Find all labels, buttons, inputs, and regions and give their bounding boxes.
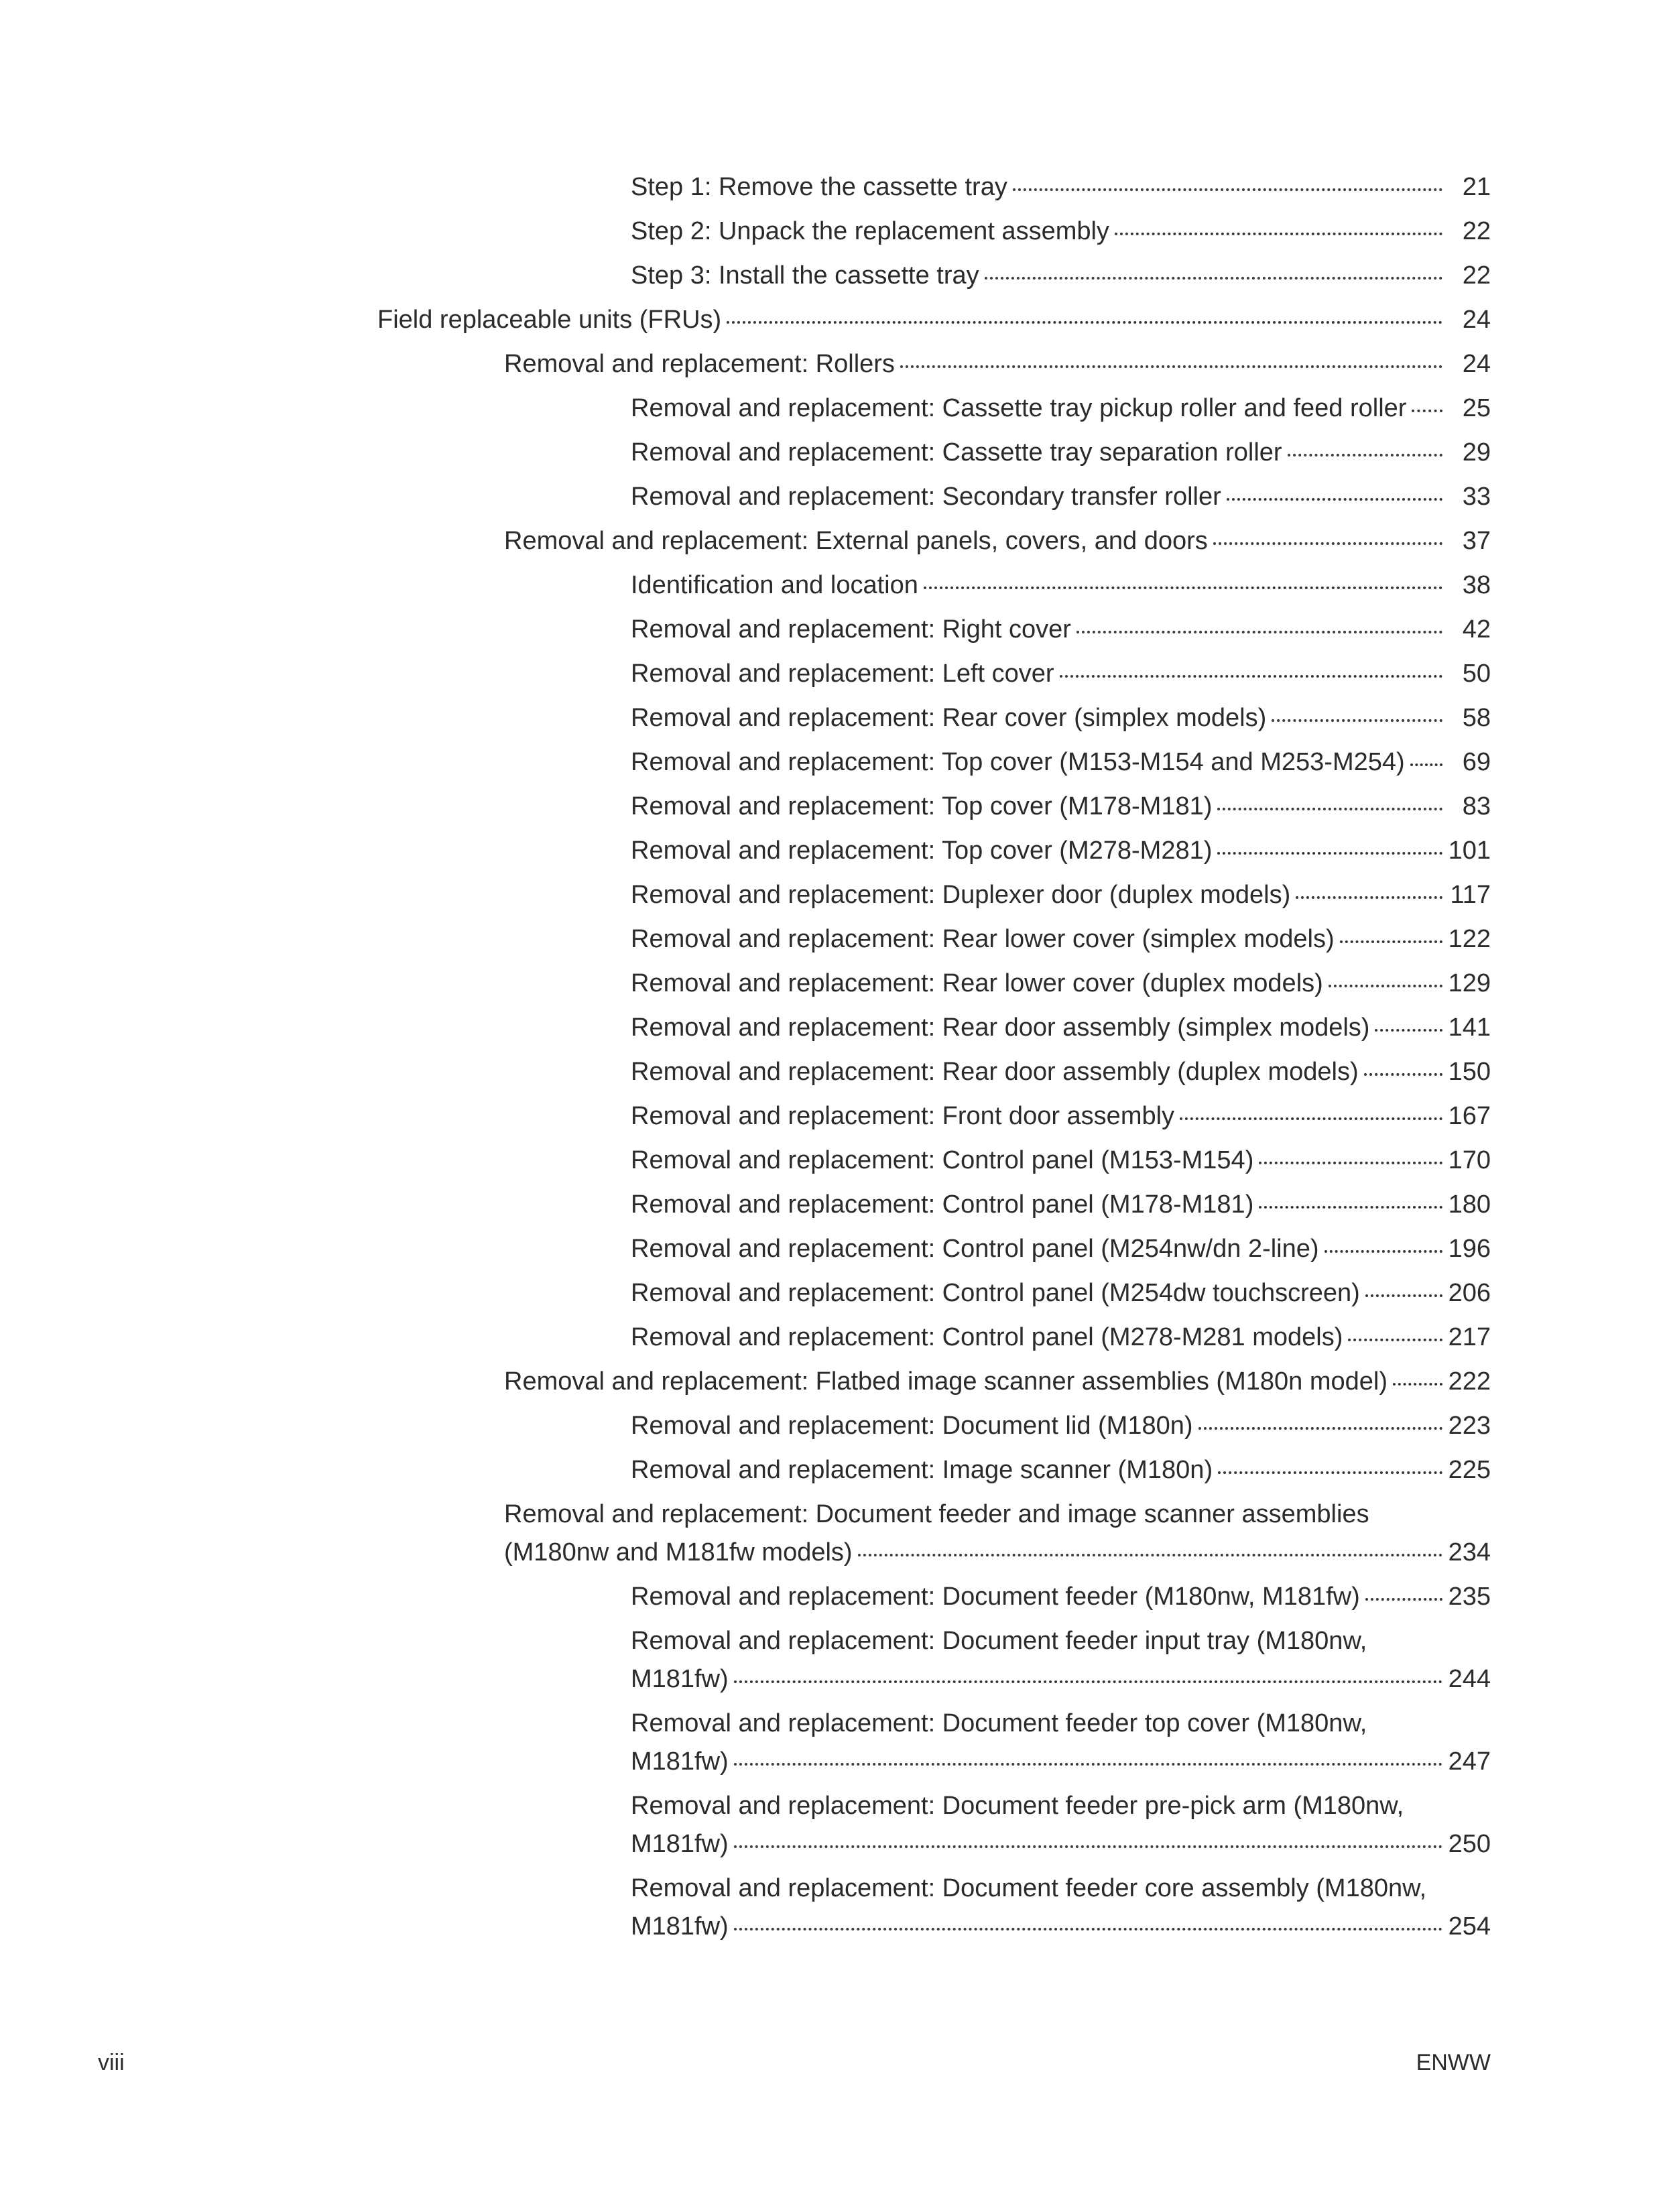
toc-page-number: 235 bbox=[1448, 1583, 1491, 1611]
toc-page-number: 29 bbox=[1462, 438, 1491, 467]
toc-entry-title: Step 1: Remove the cassette tray bbox=[631, 173, 1007, 201]
table-of-contents bbox=[0, 165, 1661, 1949]
toc-entry-line bbox=[631, 1227, 1491, 1271]
toc-entry[interactable] bbox=[0, 1492, 1661, 1575]
toc-page-number: 22 bbox=[1462, 261, 1491, 290]
toc-entry-title: Removal and replacement: Rear door assembly (simplex models) bbox=[631, 1013, 1370, 1042]
toc-page-number: 24 bbox=[1462, 306, 1491, 334]
toc-entry-title-line: Removal and replacement: Document feeder top cover (M180nw, bbox=[631, 1709, 1367, 1737]
dot-leader bbox=[1393, 1383, 1442, 1386]
dot-leader bbox=[1259, 1206, 1442, 1209]
toc-entry[interactable] bbox=[0, 1227, 1661, 1271]
toc-entry[interactable] bbox=[0, 430, 1661, 475]
toc-page-number: 101 bbox=[1448, 837, 1491, 865]
toc-entry[interactable] bbox=[0, 519, 1661, 563]
toc-page-number: 122 bbox=[1448, 925, 1491, 953]
toc-entry-title: Removal and replacement: Control panel (M153-M154) bbox=[631, 1146, 1254, 1174]
toc-entry-title: Removal and replacement: Control panel (M178-M181) bbox=[631, 1190, 1254, 1219]
toc-page-number: 117 bbox=[1450, 881, 1491, 909]
toc-page-number: 50 bbox=[1462, 660, 1491, 688]
toc-entry-title: Identification and location bbox=[631, 571, 918, 599]
toc-entry-title: Removal and replacement: Rear door assembly (duplex models) bbox=[631, 1058, 1359, 1086]
toc-page-number: 141 bbox=[1448, 1013, 1491, 1042]
toc-entry[interactable] bbox=[0, 342, 1661, 386]
toc-page-number: 129 bbox=[1448, 969, 1491, 997]
toc-entry[interactable] bbox=[0, 1094, 1661, 1138]
dot-leader bbox=[734, 1928, 1442, 1930]
toc-entry-line bbox=[631, 1448, 1491, 1492]
toc-entry-title: (M180nw and M181fw models) bbox=[504, 1538, 853, 1566]
toc-entry-line bbox=[631, 1657, 1491, 1701]
toc-entry-line bbox=[631, 209, 1491, 253]
dot-leader bbox=[1076, 631, 1442, 633]
dot-leader bbox=[1375, 1029, 1442, 1032]
toc-entry-title: Removal and replacement: Document lid (M180n) bbox=[631, 1412, 1193, 1440]
toc-entry[interactable] bbox=[0, 607, 1661, 652]
toc-entry[interactable] bbox=[0, 652, 1661, 696]
toc-page-number: 222 bbox=[1448, 1367, 1491, 1396]
toc-entry[interactable] bbox=[0, 1359, 1661, 1404]
toc-page-number: 206 bbox=[1448, 1279, 1491, 1307]
toc-page-number: 58 bbox=[1462, 704, 1491, 732]
toc-entry[interactable] bbox=[0, 828, 1661, 873]
toc-entry-line bbox=[631, 740, 1491, 784]
toc-entry[interactable] bbox=[0, 1315, 1661, 1359]
dot-leader bbox=[1259, 1162, 1442, 1164]
toc-page-number: 42 bbox=[1462, 615, 1491, 643]
toc-entry-line bbox=[631, 1404, 1491, 1448]
toc-entry-title: Removal and replacement: Front door assembly bbox=[631, 1102, 1175, 1130]
toc-entry-title: Removal and replacement: Control panel (M254nw/dn 2-line) bbox=[631, 1235, 1319, 1263]
toc-entry[interactable] bbox=[0, 209, 1661, 253]
dot-leader bbox=[1296, 896, 1442, 899]
toc-entry-title: Step 3: Install the cassette tray bbox=[631, 261, 979, 290]
toc-page-number: 244 bbox=[1448, 1665, 1491, 1693]
toc-entry-title: Removal and replacement: Rear lower cover (simplex models) bbox=[631, 925, 1335, 953]
toc-entry-title: Removal and replacement: Control panel (M254dw touchscreen) bbox=[631, 1279, 1360, 1307]
toc-entry[interactable] bbox=[0, 563, 1661, 607]
toc-page-number: 234 bbox=[1448, 1538, 1491, 1566]
toc-entry[interactable] bbox=[0, 1575, 1661, 1619]
dot-leader bbox=[1218, 1471, 1442, 1474]
toc-entry-line bbox=[631, 917, 1491, 961]
toc-entry-title: Removal and replacement: Rollers bbox=[504, 350, 895, 378]
dot-leader bbox=[734, 1845, 1442, 1848]
toc-page-number: 247 bbox=[1448, 1747, 1491, 1776]
toc-entry[interactable] bbox=[0, 961, 1661, 1005]
toc-entry-line bbox=[631, 1094, 1491, 1138]
toc-page-number: 33 bbox=[1462, 483, 1491, 511]
dot-leader bbox=[858, 1554, 1442, 1556]
dot-leader bbox=[1365, 1294, 1442, 1297]
dot-leader bbox=[1288, 454, 1442, 456]
toc-entry[interactable] bbox=[0, 784, 1661, 828]
toc-entry-title: Removal and replacement: Document feeder (M180nw, M181fw) bbox=[631, 1583, 1360, 1611]
toc-entry-line bbox=[631, 1575, 1491, 1619]
dot-leader bbox=[985, 277, 1442, 280]
toc-entry-title: Removal and replacement: Top cover (M153-M154 and M253-M254) bbox=[631, 748, 1405, 776]
toc-entry[interactable] bbox=[0, 696, 1661, 740]
dot-leader bbox=[1325, 1250, 1442, 1253]
toc-entry-title: M181fw) bbox=[631, 1912, 729, 1941]
toc-entry-line bbox=[504, 1359, 1491, 1404]
toc-entry-line bbox=[631, 1271, 1491, 1315]
toc-entry-line bbox=[631, 652, 1491, 696]
toc-entry[interactable] bbox=[0, 1784, 1661, 1866]
toc-entry-line bbox=[631, 386, 1491, 430]
toc-entry-title: Removal and replacement: Cassette tray separation roller bbox=[631, 438, 1282, 467]
toc-entry-line bbox=[631, 563, 1491, 607]
toc-entry-title: M181fw) bbox=[631, 1747, 729, 1776]
toc-page-number: 196 bbox=[1448, 1235, 1491, 1263]
toc-page-number: 254 bbox=[1448, 1912, 1491, 1941]
toc-page-number: 223 bbox=[1448, 1412, 1491, 1440]
dot-leader bbox=[1329, 985, 1442, 987]
toc-entry-line bbox=[631, 1739, 1491, 1784]
toc-entry[interactable] bbox=[0, 165, 1661, 209]
toc-entry-title-line: Removal and replacement: Document feeder and image scanner assemblies bbox=[504, 1500, 1369, 1528]
toc-entry[interactable] bbox=[0, 1138, 1661, 1182]
toc-page-number: 37 bbox=[1462, 527, 1491, 555]
toc-page-number: 180 bbox=[1448, 1190, 1491, 1219]
toc-entry[interactable] bbox=[0, 1271, 1661, 1315]
dot-leader bbox=[1180, 1117, 1442, 1120]
toc-entry[interactable] bbox=[0, 1182, 1661, 1227]
toc-page-number: 25 bbox=[1462, 394, 1491, 422]
dot-leader bbox=[734, 1763, 1442, 1766]
dot-leader bbox=[1060, 675, 1442, 678]
toc-entry-line bbox=[631, 828, 1491, 873]
toc-entry-line bbox=[504, 519, 1491, 563]
toc-entry-title: Removal and replacement: Duplexer door (duplex models) bbox=[631, 881, 1291, 909]
toc-entry-title: Removal and replacement: Image scanner (M180n) bbox=[631, 1456, 1213, 1484]
dot-leader bbox=[1217, 808, 1442, 810]
toc-page-number: 217 bbox=[1448, 1323, 1491, 1351]
dot-leader bbox=[734, 1680, 1442, 1683]
toc-entry-title: M181fw) bbox=[631, 1665, 729, 1693]
toc-entry-title: Removal and replacement: Secondary transfer roller bbox=[631, 483, 1221, 511]
toc-entry-title: Removal and replacement: Cassette tray pickup roller and feed roller bbox=[631, 394, 1407, 422]
toc-entry-title: Removal and replacement: Rear lower cover (duplex models) bbox=[631, 969, 1323, 997]
dot-leader bbox=[1217, 852, 1442, 855]
dot-leader bbox=[1198, 1427, 1442, 1430]
dot-leader bbox=[900, 365, 1442, 368]
toc-entry-title: M181fw) bbox=[631, 1830, 729, 1858]
toc-page-number: 38 bbox=[1462, 571, 1491, 599]
dot-leader bbox=[1365, 1598, 1442, 1601]
toc-page-number: 21 bbox=[1462, 173, 1491, 201]
dot-leader bbox=[1364, 1073, 1442, 1076]
toc-entry[interactable] bbox=[0, 475, 1661, 519]
toc-entry[interactable] bbox=[0, 1866, 1661, 1949]
dot-leader bbox=[1412, 410, 1442, 412]
toc-page-number: 150 bbox=[1448, 1058, 1491, 1086]
toc-entry-line bbox=[631, 165, 1491, 209]
dot-leader bbox=[1272, 719, 1442, 722]
toc-page-number: 69 bbox=[1462, 748, 1491, 776]
toc-page-number: 22 bbox=[1462, 217, 1491, 245]
toc-entry-line bbox=[631, 784, 1491, 828]
toc-page-number: 24 bbox=[1462, 350, 1491, 378]
toc-entry-title: Removal and replacement: Left cover bbox=[631, 660, 1054, 688]
toc-entry-line bbox=[631, 873, 1491, 917]
toc-entry-title-line: Removal and replacement: Document feeder input tray (M180nw, bbox=[631, 1627, 1367, 1655]
toc-entry-title: Removal and replacement: External panels, covers, and doors bbox=[504, 527, 1208, 555]
toc-entry-title: Removal and replacement: Top cover (M178-M181) bbox=[631, 792, 1213, 820]
toc-entry-title: Step 2: Unpack the replacement assembly bbox=[631, 217, 1109, 245]
toc-entry-line bbox=[631, 696, 1491, 740]
toc-entry-title: Removal and replacement: Control panel (M278-M281 models) bbox=[631, 1323, 1343, 1351]
toc-entry-title-line: Removal and replacement: Document feeder core assembly (M180nw, bbox=[631, 1874, 1427, 1902]
toc-entry-title: Removal and replacement: Flatbed image scanner assemblies (M180n model) bbox=[504, 1367, 1388, 1396]
toc-entry[interactable] bbox=[0, 298, 1661, 342]
toc-page-number: 170 bbox=[1448, 1146, 1491, 1174]
toc-page-number: 250 bbox=[1448, 1830, 1491, 1858]
toc-entry[interactable] bbox=[0, 1050, 1661, 1094]
toc-entry-line bbox=[504, 1530, 1491, 1575]
toc-entry-title: Removal and replacement: Top cover (M278-M281) bbox=[631, 837, 1213, 865]
page-number: viii bbox=[98, 2050, 125, 2075]
dot-leader bbox=[727, 321, 1442, 324]
toc-page-number: 167 bbox=[1448, 1102, 1491, 1130]
dot-leader bbox=[1348, 1339, 1442, 1341]
toc-entry[interactable] bbox=[0, 740, 1661, 784]
toc-entry[interactable] bbox=[0, 1005, 1661, 1050]
toc-entry-title: Removal and replacement: Rear cover (simplex models) bbox=[631, 704, 1267, 732]
toc-page-number: 225 bbox=[1448, 1456, 1491, 1484]
toc-entry[interactable] bbox=[0, 1701, 1661, 1784]
document-code: ENWW bbox=[1416, 2050, 1491, 2075]
toc-entry-line bbox=[631, 430, 1491, 475]
toc-entry-line bbox=[631, 1005, 1491, 1050]
dot-leader bbox=[1410, 763, 1442, 766]
toc-entry-line bbox=[377, 298, 1491, 342]
toc-entry-line bbox=[631, 1904, 1491, 1949]
toc-entry[interactable] bbox=[0, 1448, 1661, 1492]
toc-entry-line bbox=[631, 961, 1491, 1005]
toc-entry[interactable] bbox=[0, 917, 1661, 961]
dot-leader bbox=[1340, 940, 1442, 943]
toc-entry-line bbox=[631, 1050, 1491, 1094]
dot-leader bbox=[1013, 188, 1442, 191]
dot-leader bbox=[924, 587, 1442, 589]
toc-entry-title: Removal and replacement: Right cover bbox=[631, 615, 1071, 643]
toc-entry[interactable] bbox=[0, 386, 1661, 430]
toc-entry[interactable] bbox=[0, 1619, 1661, 1701]
toc-entry[interactable] bbox=[0, 873, 1661, 917]
toc-entry-line bbox=[631, 1182, 1491, 1227]
dot-leader bbox=[1213, 542, 1442, 545]
toc-entry-line bbox=[631, 1138, 1491, 1182]
dot-leader bbox=[1227, 498, 1442, 501]
toc-entry-line bbox=[631, 1315, 1491, 1359]
toc-entry-line bbox=[631, 1822, 1491, 1866]
toc-entry-line bbox=[631, 607, 1491, 652]
toc-entry-title-line: Removal and replacement: Document feeder pre-pick arm (M180nw, bbox=[631, 1792, 1404, 1820]
toc-entry-line bbox=[631, 475, 1491, 519]
dot-leader bbox=[1115, 233, 1442, 235]
toc-entry[interactable] bbox=[0, 1404, 1661, 1448]
toc-entry[interactable] bbox=[0, 253, 1661, 298]
toc-entry-line bbox=[631, 253, 1491, 298]
toc-entry-line bbox=[504, 342, 1491, 386]
toc-entry-title: Field replaceable units (FRUs) bbox=[377, 306, 722, 334]
toc-page-number: 83 bbox=[1462, 792, 1491, 820]
